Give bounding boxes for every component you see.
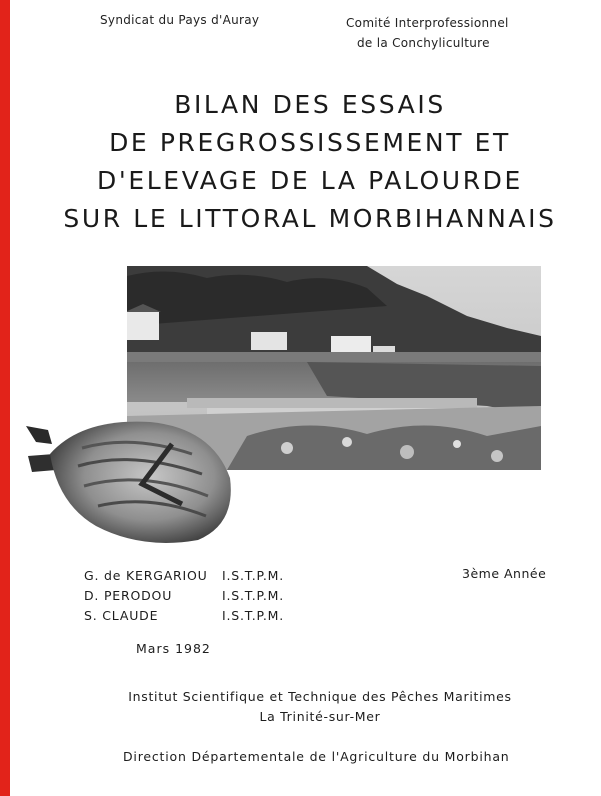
clam-shell-illustration	[22, 414, 236, 548]
institute-name: Institut Scientifique et Technique des Pêches Maritimes	[128, 689, 512, 704]
author-institution: I.S.T.P.M.	[222, 588, 285, 603]
direction-departementale: Direction Départementale de l'Agriculture du Morbihan	[123, 749, 510, 764]
title-line-4: SUR LE LITTORAL MORBIHANNAIS	[63, 204, 557, 233]
title-line-3: D'ELEVAGE DE LA PALOURDE	[97, 166, 523, 195]
title-line-1: BILAN DES ESSAIS	[174, 90, 446, 119]
title-line-2: DE PREGROSSISSEMENT ET	[109, 128, 511, 157]
document-title	[30, 86, 590, 238]
red-margin-bar	[0, 0, 10, 796]
edition-label: 3ème Année	[462, 566, 547, 581]
institute-block	[110, 687, 530, 727]
author-institution: I.S.T.P.M.	[222, 568, 285, 583]
header-comite	[346, 13, 509, 53]
institute-location: La Trinité-sur-Mer	[259, 709, 381, 724]
header-comite-line1: Comité Interprofessionnel	[346, 16, 509, 30]
publication-date: Mars 1982	[136, 641, 211, 656]
author-name: S. CLAUDE	[84, 608, 159, 623]
author-name: D. PERODOU	[84, 588, 173, 603]
author-institution: I.S.T.P.M.	[222, 608, 285, 623]
header-comite-line2: de la Conchyliculture	[357, 36, 490, 50]
header-syndicat: Syndicat du Pays d'Auray	[100, 13, 260, 27]
author-name: G. de KERGARIOU	[84, 568, 208, 583]
